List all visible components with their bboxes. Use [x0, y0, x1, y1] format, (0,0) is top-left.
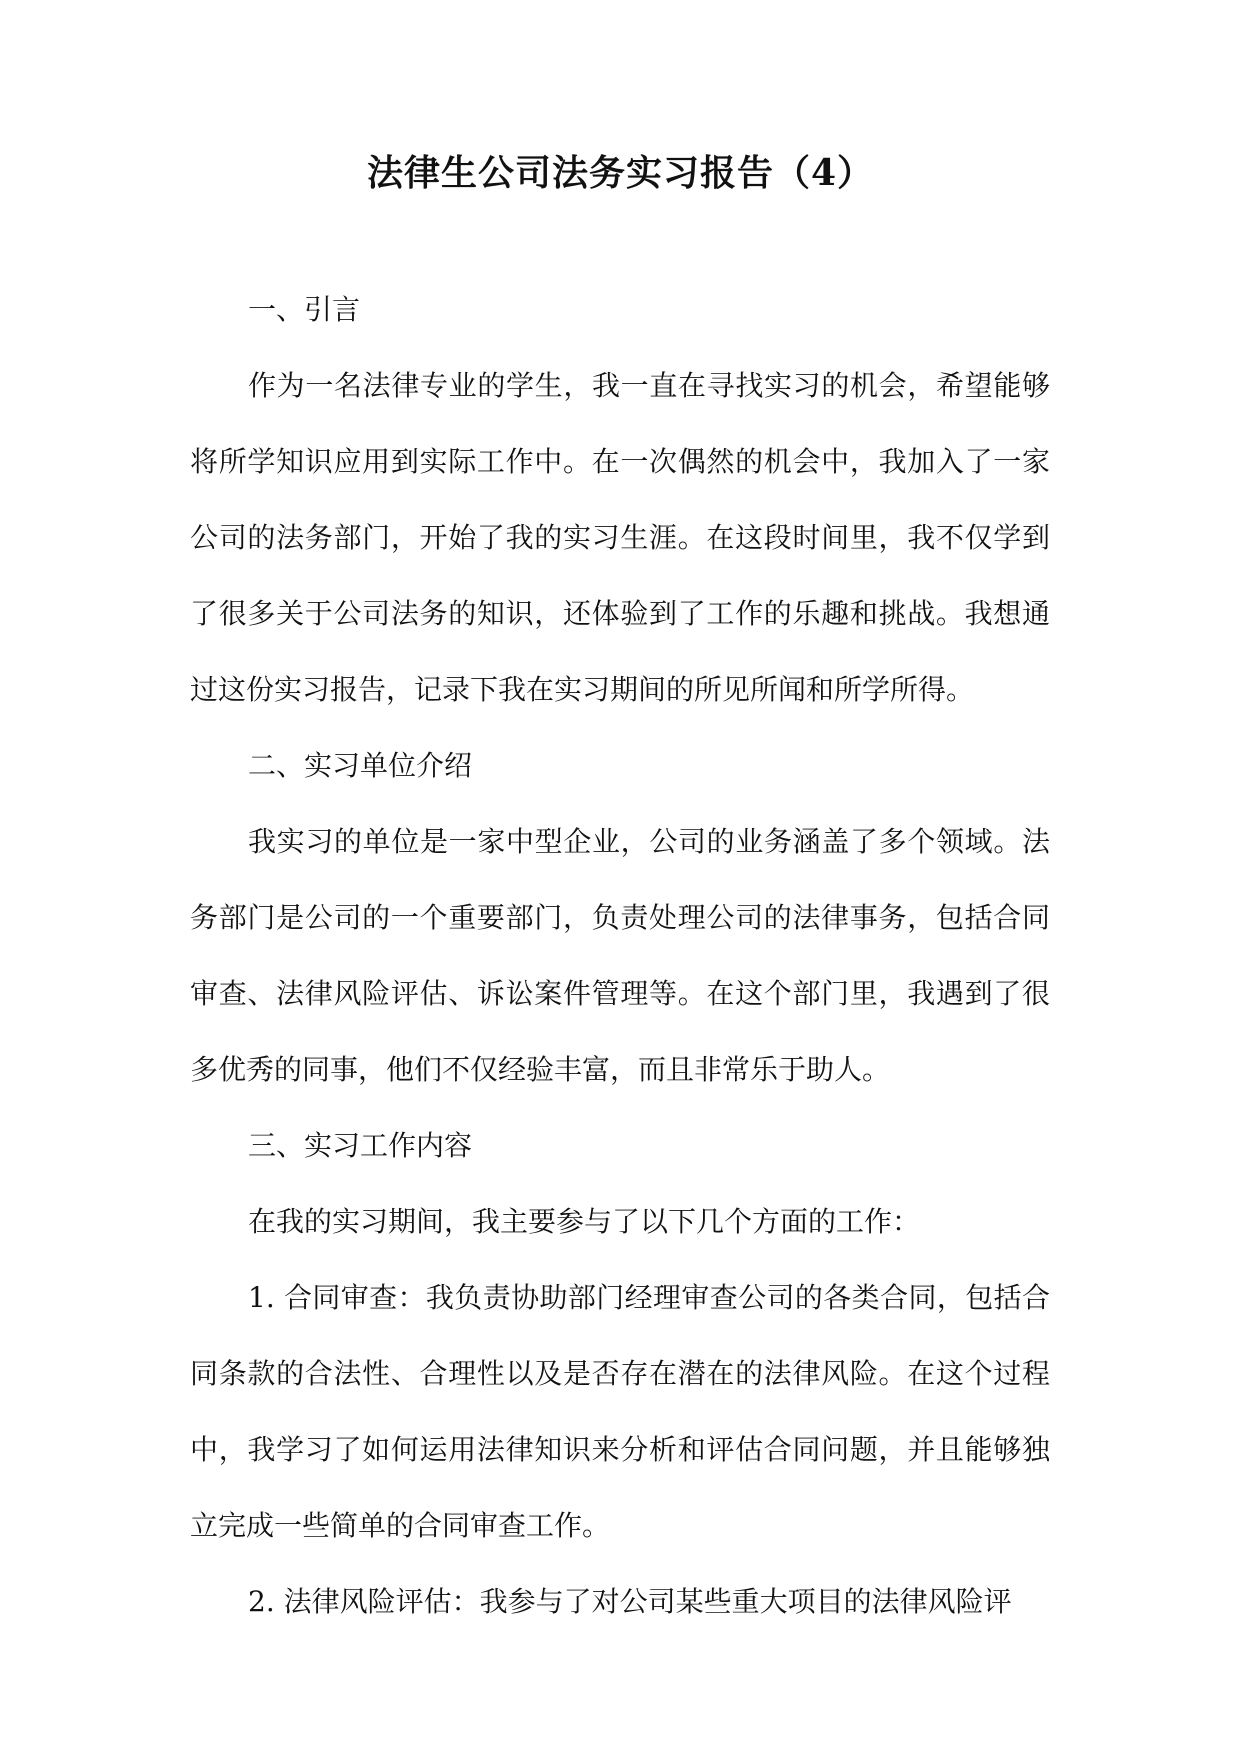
paragraph-internship-unit: 我实习的单位是一家中型企业，公司的业务涵盖了多个领域。法务部门是公司的一个重要部门，负责处理公司的法律事务，包括合同审查、法律风险评估、诉讼案件管理等。在这个部门里，我遇到了很多优秀的同事，他们不仅经验丰富，而且非常乐于助人。	[190, 825, 1050, 1086]
document-title: 法律生公司法务实习报告（4）	[366, 152, 875, 194]
section-heading-work-content: 三、实习工作内容	[248, 1129, 473, 1162]
section-heading-introduction: 一、引言	[248, 293, 361, 326]
paragraph-introduction: 作为一名法律专业的学生，我一直在寻找实习的机会，希望能够将所学知识应用到实际工作中。在一次偶然的机会中，我加入了一家公司的法务部门，开始了我的实习生涯。在这段时间里，我不仅学到了很多关于公司法务的知识，还体验到了工作的乐趣和挑战。我想通过这份实习报告，记录下我在实习期间的所见所闻和所学所得。	[190, 369, 1050, 706]
document-body	[190, 272, 1050, 1640]
list-item-contract-review: 1. 合同审查：我负责协助部门经理审查公司的各类合同，包括合同条款的合法性、合理性以及是否存在潜在的法律风险。在这个过程中，我学习了如何运用法律知识来分析和评估合同问题，并且能够独立完成一些简单的合同审查工作。	[190, 1281, 1050, 1542]
list-item-legal-risk-assessment: 2. 法律风险评估：我参与了对公司某些重大项目的法律风险评	[248, 1585, 1012, 1618]
paragraph-work-content-intro: 在我的实习期间，我主要参与了以下几个方面的工作：	[248, 1205, 921, 1238]
section-heading-internship-unit: 二、实习单位介绍	[248, 749, 473, 782]
